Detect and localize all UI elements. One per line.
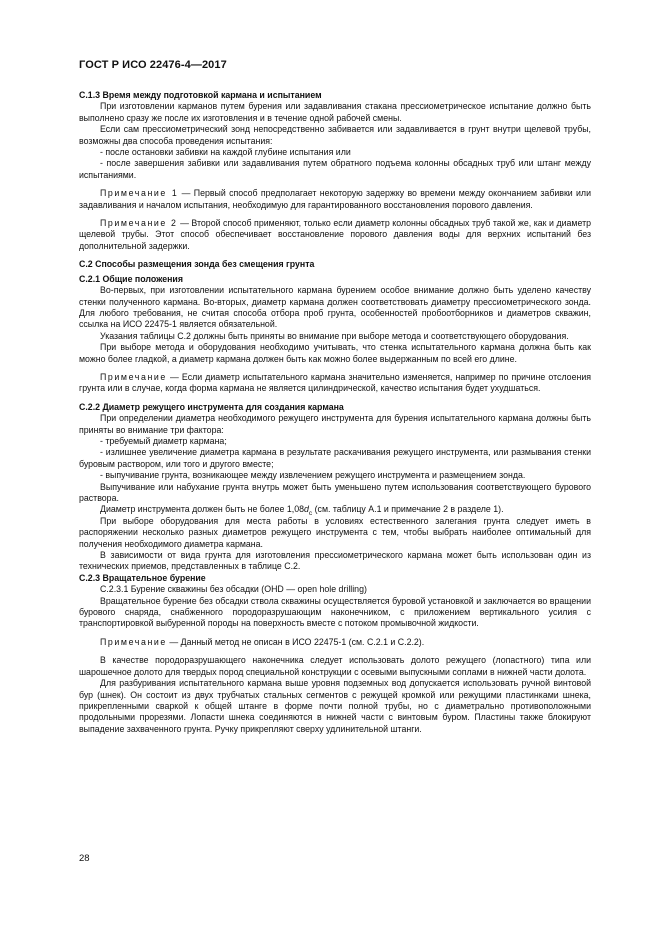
note-label: Примечание 2 — [100, 218, 178, 229]
paragraph: В зависимости от вида грунта для изготовления прессиометрического кармана может быть использован один из технических приемов, представленных в таблице С.2. — [79, 550, 591, 572]
note-label: Примечание 1 — [100, 188, 179, 199]
formula-variable: d — [304, 504, 309, 515]
paragraph: При изготовлении карманов путем бурения или задавливания стакана прессиометрическое испытание должно быть выполнено сразу же после их изготовления и в течение одной рабочей смены. — [79, 101, 591, 123]
list-item: - излишнее увеличение диаметра кармана в результате раскачивания режущего инструмента, или размывания стенки буровым раствором, или того и другого вместе; — [79, 447, 591, 469]
subsection-heading-c231: С.2.3.1 Бурение скважины без обсадки (OHD — open hole drilling) — [100, 584, 367, 595]
note — [79, 188, 591, 211]
formula-subscript: c — [308, 510, 313, 518]
paragraph: При выборе метода и оборудования необходимо учитывать, что стенка испытательного кармана должна быть как можно более гладкой, а диаметр кармана должен быть как можно более выдержанным по всей его длине. — [79, 342, 591, 364]
paragraph: При выборе оборудования для места работы в условиях естественного залегания грунта следует иметь в распоряжении несколько разных диаметров режущего инструмента с тем, чтобы выбрать наиболее оптимальный для получения необходимого диаметра кармана. — [79, 515, 591, 549]
paragraph: Для разбуривания испытательного кармана выше уровня подземных вод допускается использовать ручной винтовой бур (шнек). Он состоит из двух трубчатых стальных сегментов с режущей кромкой или режущими пластинками шнека, прикрепленными сваркой к общей штанге в форме почти полной трубы, но с диаметрально противоположными продольными прорезями. Лопасти шнека соединяются в нижней части с винтовым буром. Пластины также блокируют выпадение захваченного грунта. Ручку прикрепляют сверху удлинительной штанги. — [79, 678, 591, 734]
list-item: - после завершения забивки или задавливания путем обратного подъема колонны обсадных труб или штанг между испытаниями. — [79, 158, 591, 180]
note-label: Примечание — [100, 371, 167, 382]
document-header: ГОСТ Р ИСО 22476-4—2017 — [79, 59, 227, 71]
paragraph: Выпучивание или набухание грунта внутрь может быть уменьшено путем использования соответствующего бурового раствора. — [79, 481, 591, 503]
paragraph: В качестве породоразрушающего наконечника следует использовать долото режущего (лопастного) типа или шарошечное долото для твердых пород специальной конструкции с осевыми выпускными соплами в нижней части долота. — [79, 655, 591, 677]
note-text: — Второй способ применяют, только если диаметр колонны обсадных труб такой же, как и диаметр щелевой трубы. Этот способ обеспечивает восстановление порового давления воды для верхних испытаний без дополнительной задержки. — [79, 218, 591, 251]
note-text: — Если диаметр испытательного кармана значительно изменяется, например по причине отслоения грунта или в случае, когда форма кармана не является цилиндрической, качество испытания будет ухудшаться. — [79, 371, 591, 394]
section-heading-c2: С.2 Способы размещения зонда без смещения грунта — [79, 259, 315, 270]
list-item: - требуемый диаметр кармана; — [100, 435, 227, 446]
paragraph: Если сам прессиометрический зонд непосредственно забивается или задавливается в грунт внутри щелевой трубы, возможны два способа проведения испытания: — [79, 124, 591, 146]
formula-text-b: (см. таблицу А.1 и примечание 2 в разделе 1). — [312, 504, 504, 515]
paragraph: Указания таблицы С.2 должны быть приняты во внимание при выборе метода и соответствующего оборудования. — [100, 330, 569, 341]
document-body — [79, 90, 591, 735]
formula-text-a: Диаметр инструмента должен быть не более 1,08 — [100, 504, 305, 515]
section-heading-c22: С.2.2 Диаметр режущего инструмента для создания кармана — [79, 401, 344, 412]
section-heading-c23: С.2.3 Вращательное бурение — [79, 572, 206, 583]
page-number: 28 — [79, 853, 90, 864]
note — [79, 372, 591, 395]
paragraph: Во-первых, при изготовлении испытательного кармана бурением особое внимание должно быть уделено качеству стенки полученного кармана. Во-вторых, диаметр кармана должен соответствовать диаметру прессиометрического зонда. Для любого требования, не считая способа отбора проб грунта, особенностей пробоотборников и диаметров скважин, ссылка на ИСО 22475-1 является обязательной. — [79, 285, 591, 330]
note — [79, 218, 591, 252]
note-label: Примечание — [100, 636, 167, 647]
note-text: — Данный метод не описан в ИСО 22475-1 (см. С.2.1 и С.2.2). — [166, 636, 425, 647]
paragraph-formula — [79, 504, 591, 518]
list-item: - после остановки забивки на каждой глубине испытания или — [100, 147, 351, 158]
list-item: - выпучивание грунта, возникающее между извлечением режущего инструмента и размещением зонда. — [100, 470, 526, 481]
paragraph: Вращательное бурение без обсадки ствола скважины осуществляется буровой установкой и заключается во вращении бурового снаряда, снабженного породоразрушающим наконечником, с приложением вертикального усилия с транспортировкой выбуренной породы на поверхность вместе с потоком промывочной жидкости. — [79, 595, 591, 629]
section-heading-c21: С.2.1 Общие положения — [79, 273, 183, 284]
note-text: — Первый способ предполагает некоторую задержку во времени между окончанием забивки или задавливания и началом испытания, необходимую для гарантированного восстановления порового давления. — [79, 188, 591, 210]
paragraph: При определении диаметра необходимого режущего инструмента для бурения испытательного кармана должны быть приняты во внимание три фактора: — [79, 413, 591, 435]
section-heading-c13: С.1.3 Время между подготовкой кармана и испытанием — [79, 90, 322, 100]
note — [79, 637, 591, 648]
